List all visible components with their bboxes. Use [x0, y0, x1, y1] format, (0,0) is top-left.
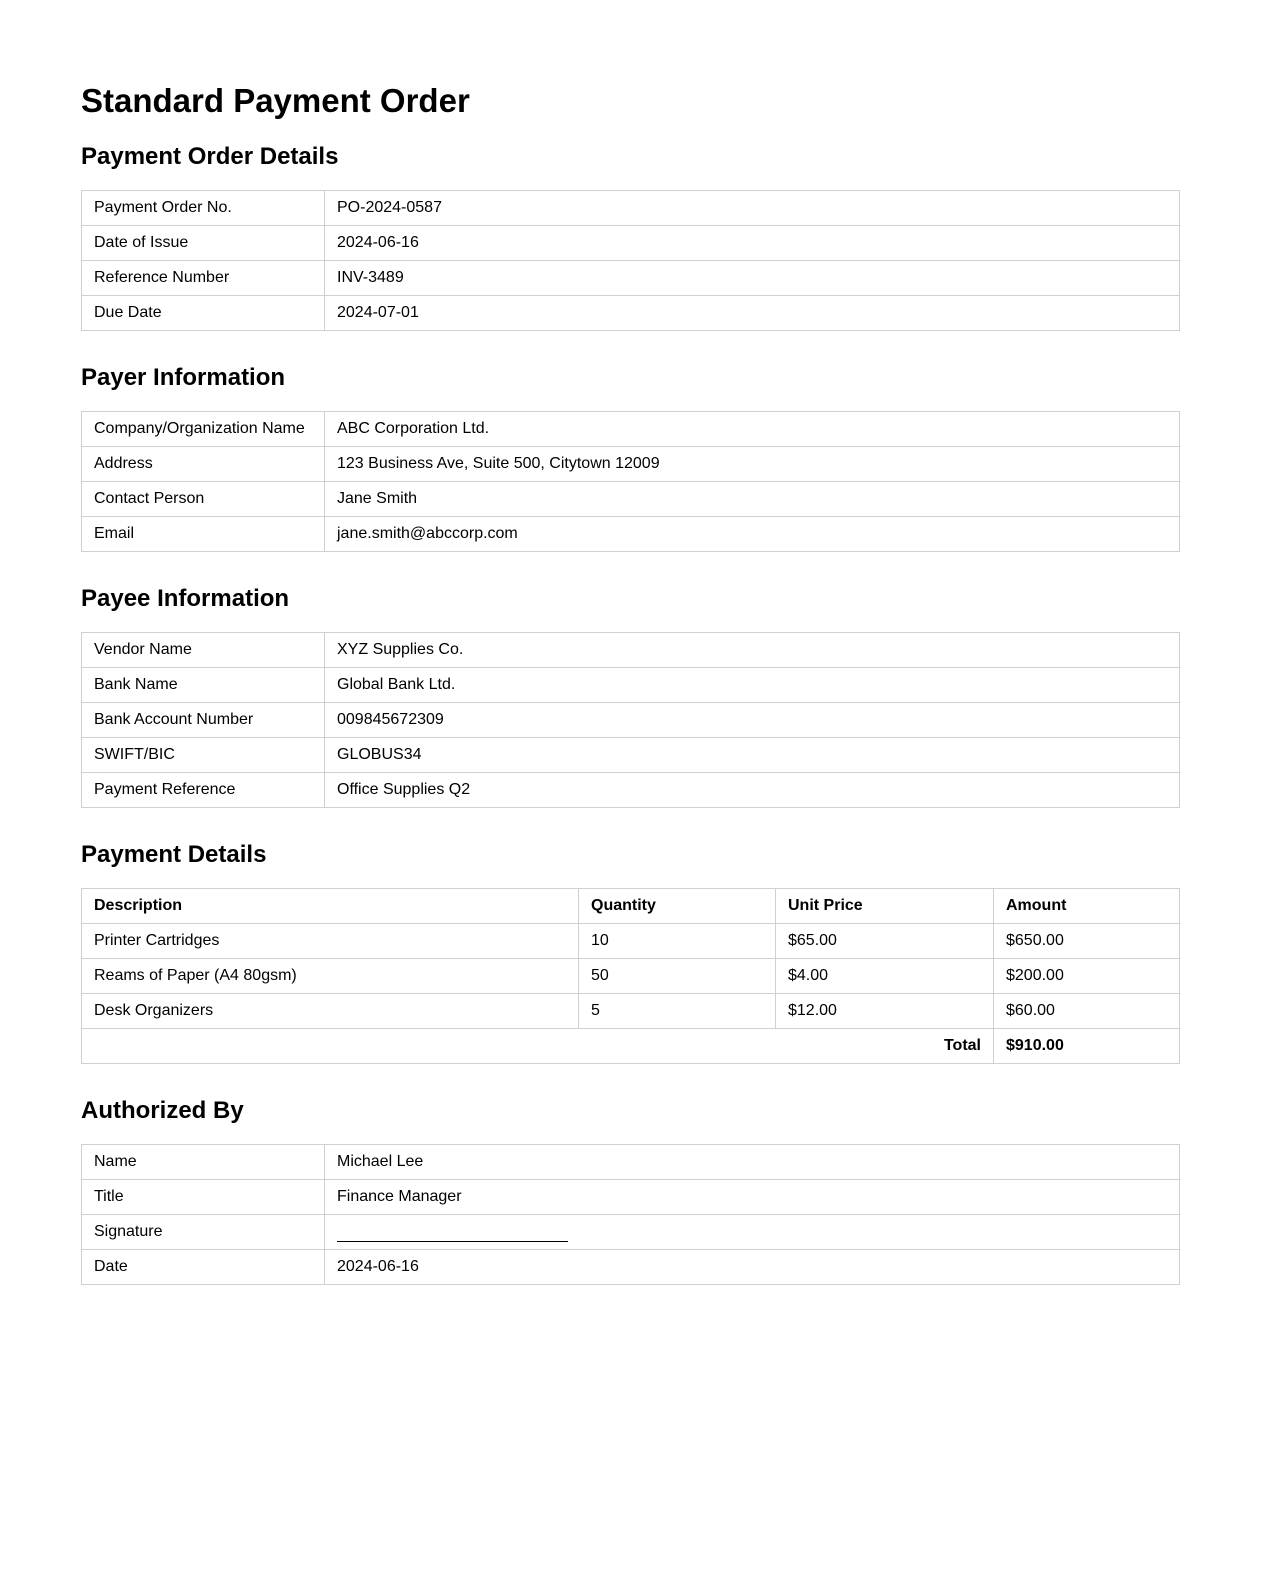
item-description: Printer Cartridges — [82, 924, 579, 959]
row-value: 2024-06-16 — [325, 1250, 1180, 1285]
table-row — [82, 668, 1180, 703]
row-label: Signature — [82, 1215, 325, 1250]
row-label: Due Date — [82, 296, 325, 331]
table-row — [82, 994, 1180, 1029]
row-value: jane.smith@abccorp.com — [325, 517, 1180, 552]
table-row — [82, 412, 1180, 447]
total-value: $910.00 — [994, 1029, 1180, 1064]
payee-info-table — [81, 632, 1180, 808]
table-row — [82, 773, 1180, 808]
row-label: Name — [82, 1145, 325, 1180]
row-value: XYZ Supplies Co. — [325, 633, 1180, 668]
row-value: 2024-06-16 — [325, 226, 1180, 261]
order-details-table — [81, 190, 1180, 331]
page-title: Standard Payment Order — [81, 82, 470, 119]
row-label: Reference Number — [82, 261, 325, 296]
row-value: 123 Business Ave, Suite 500, Citytown 12009 — [325, 447, 1180, 482]
section-heading-payment-details: Payment Details — [81, 841, 267, 868]
row-label: Address — [82, 447, 325, 482]
table-row — [82, 517, 1180, 552]
row-label: Bank Name — [82, 668, 325, 703]
row-label: Date of Issue — [82, 226, 325, 261]
row-label: Date — [82, 1250, 325, 1285]
item-quantity: 50 — [579, 959, 776, 994]
row-value: Finance Manager — [325, 1180, 1180, 1215]
table-row — [82, 226, 1180, 261]
row-label: SWIFT/BIC — [82, 738, 325, 773]
column-header-amount: Amount — [994, 889, 1180, 924]
table-row — [82, 924, 1180, 959]
item-amount: $650.00 — [994, 924, 1180, 959]
row-value: ABC Corporation Ltd. — [325, 412, 1180, 447]
column-header-quantity: Quantity — [579, 889, 776, 924]
row-label: Contact Person — [82, 482, 325, 517]
item-amount: $60.00 — [994, 994, 1180, 1029]
table-row — [82, 1215, 1180, 1250]
payment-details-table — [81, 888, 1180, 1064]
table-row — [82, 738, 1180, 773]
row-value: Global Bank Ltd. — [325, 668, 1180, 703]
column-header-unit-price: Unit Price — [776, 889, 994, 924]
table-row — [82, 1145, 1180, 1180]
row-value: PO-2024-0587 — [325, 191, 1180, 226]
row-label: Email — [82, 517, 325, 552]
payer-info-table — [81, 411, 1180, 552]
table-row — [82, 261, 1180, 296]
table-row — [82, 1180, 1180, 1215]
column-header-description: Description — [82, 889, 579, 924]
row-value: Office Supplies Q2 — [325, 773, 1180, 808]
table-row — [82, 482, 1180, 517]
section-heading-payer: Payer Information — [81, 364, 286, 391]
row-label: Payment Reference — [82, 773, 325, 808]
row-value: Jane Smith — [325, 482, 1180, 517]
item-description: Reams of Paper (A4 80gsm) — [82, 959, 579, 994]
section-heading-authorized-by: Authorized By — [81, 1097, 244, 1124]
item-unit-price: $65.00 — [776, 924, 994, 959]
signature-cell — [325, 1215, 1180, 1250]
item-quantity: 10 — [579, 924, 776, 959]
row-label: Payment Order No. — [82, 191, 325, 226]
table-header-row — [82, 889, 1180, 924]
row-value: Michael Lee — [325, 1145, 1180, 1180]
item-unit-price: $4.00 — [776, 959, 994, 994]
table-row — [82, 633, 1180, 668]
row-label: Vendor Name — [82, 633, 325, 668]
row-label: Bank Account Number — [82, 703, 325, 738]
authorized-by-table — [81, 1144, 1180, 1285]
section-heading-order-details: Payment Order Details — [81, 143, 339, 170]
item-description: Desk Organizers — [82, 994, 579, 1029]
row-label: Title — [82, 1180, 325, 1215]
item-quantity: 5 — [579, 994, 776, 1029]
signature-line — [337, 1223, 568, 1242]
table-row — [82, 191, 1180, 226]
total-row — [82, 1029, 1180, 1064]
row-value: 009845672309 — [325, 703, 1180, 738]
table-row — [82, 1250, 1180, 1285]
table-row — [82, 296, 1180, 331]
total-label: Total — [82, 1029, 994, 1064]
table-row — [82, 447, 1180, 482]
table-row — [82, 703, 1180, 738]
row-value: INV-3489 — [325, 261, 1180, 296]
row-value: GLOBUS34 — [325, 738, 1180, 773]
item-amount: $200.00 — [994, 959, 1180, 994]
item-unit-price: $12.00 — [776, 994, 994, 1029]
table-row — [82, 959, 1180, 994]
row-label: Company/Organization Name — [82, 412, 325, 447]
row-value: 2024-07-01 — [325, 296, 1180, 331]
section-heading-payee: Payee Information — [81, 585, 290, 612]
